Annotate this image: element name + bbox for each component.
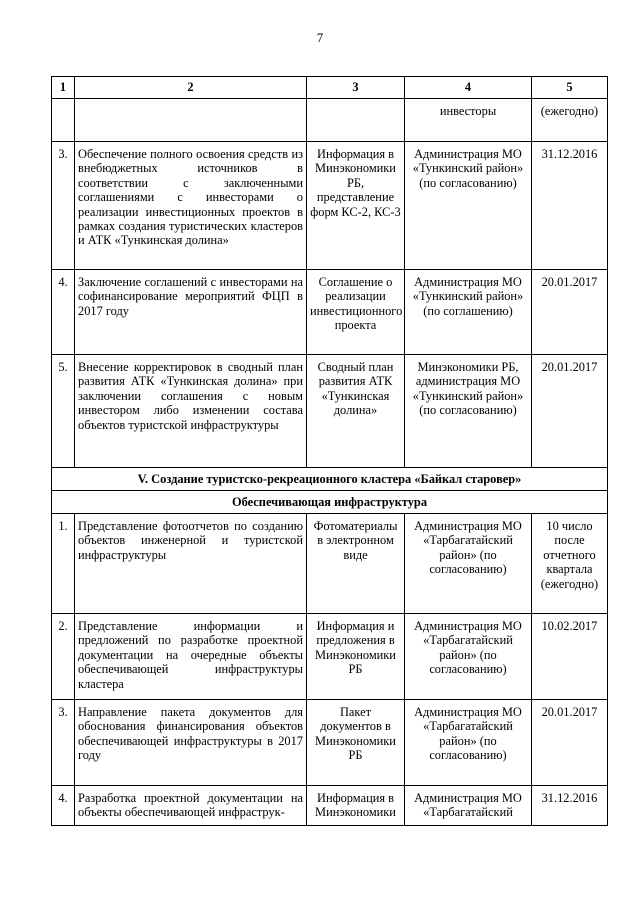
document-form: Информация в Минэкономики РБ, представление форм КС-2, КС-3: [307, 142, 405, 270]
row-number: 4.: [52, 786, 75, 826]
table-row: [52, 514, 608, 614]
subsection-title: Обеспечивающая инфраструктура: [52, 491, 608, 514]
responsible-party: Администрация МО «Тарбагатайский район» (по согласованию): [405, 700, 532, 786]
row-number: 3.: [52, 700, 75, 786]
activity-text: Заключение соглашений с инвесторами на софинансирование мероприятий ФЦП в 2017 году: [75, 270, 307, 355]
document-form: Информация в Минэкономики: [307, 786, 405, 826]
column-number-1: 1: [52, 77, 75, 99]
table-row: [52, 614, 608, 700]
action-plan-table: [51, 76, 608, 826]
row-number: 4.: [52, 270, 75, 355]
activity-text: Обеспечение полного освоения средств из внебюджетных источников в соответствии с заключенными соглашениями с инвесторами о реализации инвестиционных проектов в рамках создания туристических кластеров и АТК «Тункинская долина»: [75, 142, 307, 270]
deadline: 10 число после отчетного квартала (ежегодно): [532, 514, 608, 614]
activity-text: Внесение корректировок в сводный план развития АТК «Тункинская долина» при заключении соглашения с новым инвестором либо изменении состава объектов туристской инфраструктуры: [75, 355, 307, 468]
table-row: [52, 786, 608, 826]
deadline: 20.01.2017: [532, 270, 608, 355]
column-number-5: 5: [532, 77, 608, 99]
deadline: 20.01.2017: [532, 700, 608, 786]
table-row: [52, 355, 608, 468]
document-form: Информация и предложения в Минэкономики РБ: [307, 614, 405, 700]
deadline: 20.01.2017: [532, 355, 608, 468]
continuation-doc-cell: [307, 99, 405, 142]
continuation-row: [52, 99, 608, 142]
responsible-party: Администрация МО «Тарбагатайский район» (по согласованию): [405, 614, 532, 700]
document-form: Сводный план развития АТК «Тункинская долина»: [307, 355, 405, 468]
subsection-heading-row: [52, 491, 608, 514]
responsible-party: Администрация МО «Тарбагатайский: [405, 786, 532, 826]
document-form: Фотоматериалы в электронном виде: [307, 514, 405, 614]
document-form: Соглашение о реализации инвестиционного проекта: [307, 270, 405, 355]
column-number-3: 3: [307, 77, 405, 99]
row-number: 5.: [52, 355, 75, 468]
document-form: Пакет документов в Минэкономики РБ: [307, 700, 405, 786]
activity-text: Направление пакета документов для обоснования финансирования объектов обеспечивающей инфраструктуры в 2017 году: [75, 700, 307, 786]
continuation-num-cell: [52, 99, 75, 142]
continuation-date-cell: (ежегодно): [532, 99, 608, 142]
responsible-party: Администрация МО «Тункинский район» (по согласованию): [405, 142, 532, 270]
responsible-party: Минэкономики РБ, администрация МО «Тункинский район» (по согласованию): [405, 355, 532, 468]
row-number: 2.: [52, 614, 75, 700]
row-number: 3.: [52, 142, 75, 270]
continuation-responsible-cell: инвесторы: [405, 99, 532, 142]
section-title: V. Создание туристско-рекреационного кластера «Байкал старовер»: [52, 468, 608, 491]
deadline: 31.12.2016: [532, 142, 608, 270]
activity-text: Разработка проектной документации на объекты обеспечивающей инфраструк-: [75, 786, 307, 826]
table-row: [52, 700, 608, 786]
column-number-header-row: [52, 77, 608, 99]
page-number: 7: [316, 30, 324, 45]
continuation-text-cell: [75, 99, 307, 142]
deadline: 31.12.2016: [532, 786, 608, 826]
deadline: 10.02.2017: [532, 614, 608, 700]
table-row: [52, 270, 608, 355]
responsible-party: Администрация МО «Тарбагатайский район» (по согласованию): [405, 514, 532, 614]
activity-text: Представление информации и предложений по разработке проектной документации на очередные объекты обеспечивающей инфраструктуры кластера: [75, 614, 307, 700]
table-row: [52, 142, 608, 270]
responsible-party: Администрация МО «Тункинский район» (по соглашению): [405, 270, 532, 355]
activity-text: Представление фотоотчетов по созданию объектов инженерной и туристской инфраструктуры: [75, 514, 307, 614]
row-number: 1.: [52, 514, 75, 614]
column-number-2: 2: [75, 77, 307, 99]
column-number-4: 4: [405, 77, 532, 99]
section-heading-row: [52, 468, 608, 491]
